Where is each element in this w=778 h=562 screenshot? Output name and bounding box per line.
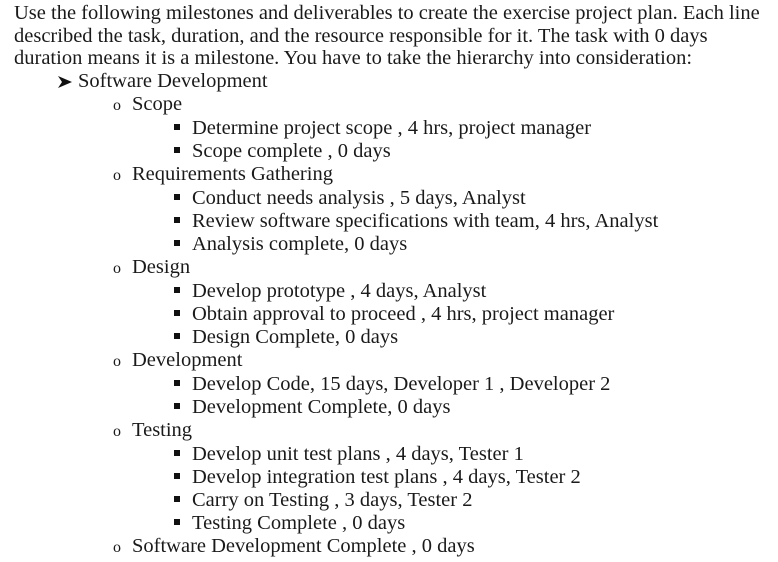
phase-item [0, 256, 778, 280]
phase-label: Scope [132, 92, 183, 115]
task-item [0, 210, 778, 233]
phase-item [0, 163, 778, 187]
task-label: Conduct needs analysis , 5 days, Analyst [192, 186, 526, 209]
task-item [0, 280, 778, 303]
task-item [0, 443, 778, 466]
task-label: Develop prototype , 4 days, Analyst [192, 279, 487, 302]
outline-root-label: Software Development [78, 69, 268, 92]
square-bullet-icon [162, 233, 192, 256]
phase-label: Software Development Complete , 0 days [132, 534, 475, 557]
circle-bullet-icon: o [113, 352, 121, 370]
task-label: Develop integration test plans , 4 days, Tester 2 [192, 465, 581, 488]
task-label: Testing Complete , 0 days [192, 511, 406, 534]
task-label: Determine project scope , 4 hrs, project manager [192, 116, 592, 139]
square-bullet-icon [162, 466, 192, 489]
task-label: Develop unit test plans , 4 days, Tester 1 [192, 442, 524, 465]
phase-label: Testing [132, 418, 193, 441]
task-item [0, 140, 778, 163]
task-item [0, 396, 778, 419]
task-item [0, 489, 778, 512]
circle-bullet-icon: o [113, 422, 121, 440]
task-label: Scope complete , 0 days [192, 139, 391, 162]
phase-item [0, 349, 778, 373]
square-bullet-icon [162, 373, 192, 396]
phase-list [0, 93, 778, 559]
milestone-outline [0, 70, 778, 559]
task-label: Obtain approval to proceed , 4 hrs, project manager [192, 302, 615, 325]
instructions-paragraph: Use the following milestones and deliverables to create the exercise project plan. Each line described the task, duration, and the resource responsible for it. The task with 0 days duration means it is a milestone. You have to take the hierarchy into consideration: [14, 2, 760, 69]
circle-bullet-icon: o [113, 166, 121, 184]
task-label: Analysis complete, 0 days [192, 232, 408, 255]
task-item [0, 303, 778, 326]
task-label: Carry on Testing , 3 days, Tester 2 [192, 488, 473, 511]
task-item [0, 117, 778, 140]
phase-label: Development [132, 348, 243, 371]
task-item [0, 373, 778, 396]
phase-label: Design [132, 255, 191, 278]
square-bullet-icon [162, 280, 192, 303]
circle-bullet-icon: o [113, 96, 121, 114]
square-bullet-icon [162, 210, 192, 233]
square-bullet-icon [162, 140, 192, 163]
square-bullet-icon [162, 187, 192, 210]
phase-item [0, 419, 778, 443]
task-label: Develop Code, 15 days, Developer 1 , Developer 2 [192, 372, 611, 395]
outline-root-item [0, 70, 778, 93]
square-bullet-icon [162, 303, 192, 326]
square-bullet-icon [162, 396, 192, 419]
square-bullet-icon [162, 489, 192, 512]
phase-label: Requirements Gathering [132, 162, 333, 185]
square-bullet-icon [162, 117, 192, 140]
circle-bullet-icon: o [113, 538, 121, 556]
phase-item [0, 93, 778, 117]
task-label: Design Complete, 0 days [192, 325, 399, 348]
square-bullet-icon [162, 443, 192, 466]
task-item [0, 187, 778, 210]
arrow-bullet-icon [52, 70, 78, 93]
task-item [0, 466, 778, 489]
square-bullet-icon [162, 326, 192, 349]
task-item [0, 512, 778, 535]
task-item [0, 326, 778, 349]
task-item [0, 233, 778, 256]
square-bullet-icon [162, 512, 192, 535]
circle-bullet-icon: o [113, 259, 121, 277]
task-label: Development Complete, 0 days [192, 395, 451, 418]
task-label: Review software specifications with team, 4 hrs, Analyst [192, 209, 659, 232]
phase-item [0, 535, 778, 559]
